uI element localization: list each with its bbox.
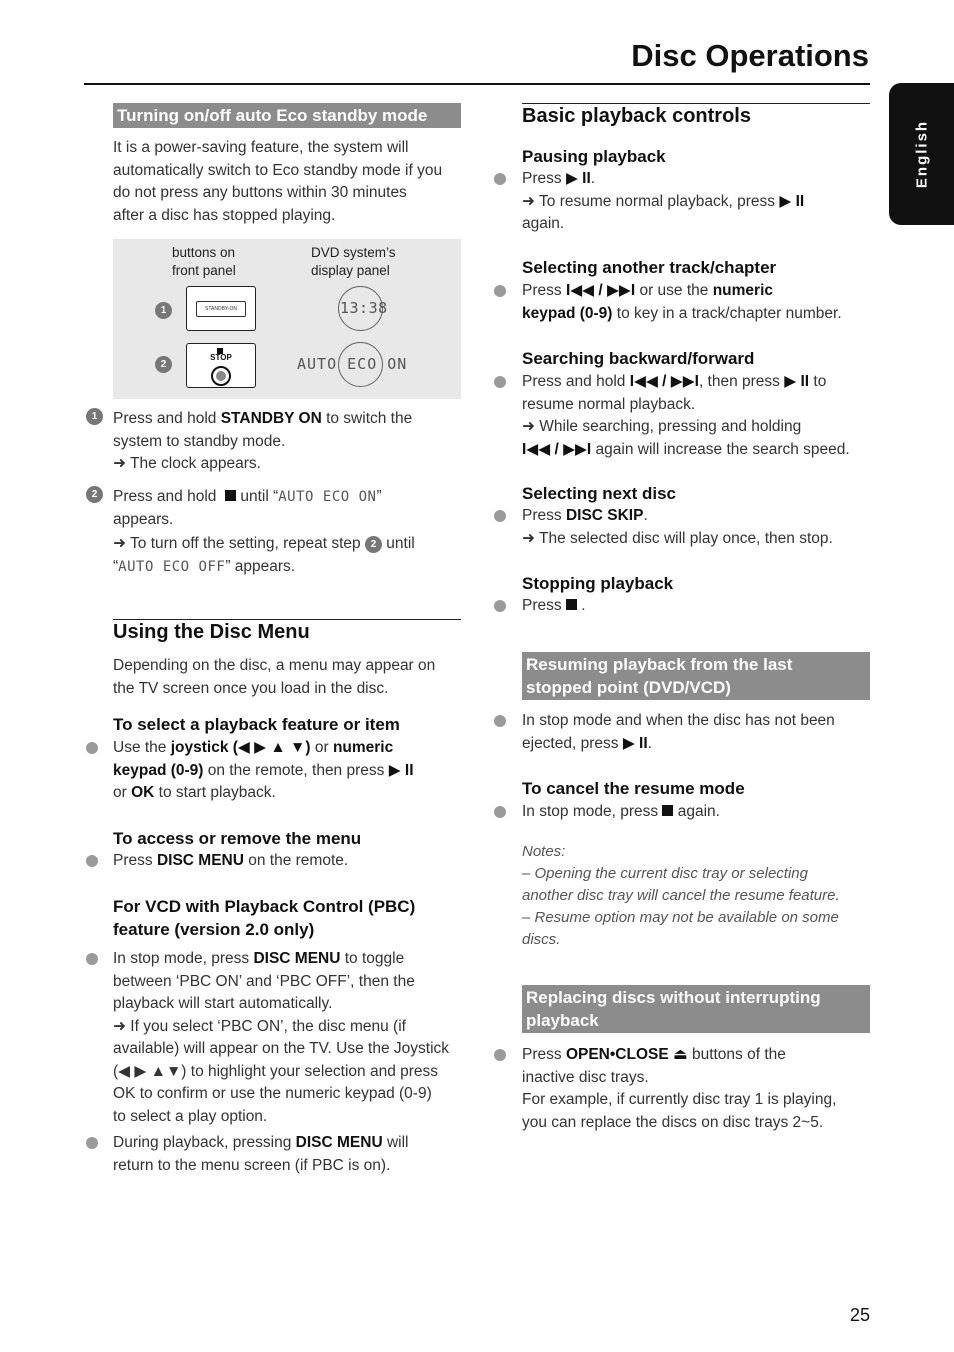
text: During playback, pressing bbox=[113, 1134, 296, 1151]
access-menu-text bbox=[113, 850, 348, 873]
play-pause-icon: ▶ II bbox=[779, 192, 805, 210]
pbc-text-2 bbox=[113, 1132, 408, 1177]
text: between ‘PBC ON’ and ‘PBC OFF’, then the bbox=[113, 972, 415, 990]
text: or use the bbox=[635, 282, 713, 299]
text: . bbox=[643, 507, 648, 524]
text: playback bbox=[526, 1011, 599, 1030]
eco-intro-line: It is a power-saving feature, the system will bbox=[113, 139, 409, 156]
text: “ bbox=[113, 557, 119, 575]
replace-section-heading bbox=[522, 985, 870, 1033]
text: In stop mode, press bbox=[522, 803, 663, 820]
bullet bbox=[494, 600, 506, 612]
disc-menu-label: DISC MENU bbox=[295, 1134, 383, 1151]
numeric-label: numeric bbox=[712, 282, 774, 299]
text: Press and hold bbox=[113, 410, 221, 427]
play-pause-icon: ▶ II bbox=[784, 373, 810, 390]
disc-menu-label: DISC MENU bbox=[156, 852, 244, 869]
text: inactive disc trays. bbox=[522, 1068, 649, 1086]
eco-step-1: Press and hold STANDBY ON to switch the system to standby mode. ➜ The clock appears. bbox=[113, 410, 413, 472]
disc-menu-heading: Using the Disc Menu bbox=[113, 621, 310, 643]
text: For example, if currently disc tray 1 is playing, bbox=[522, 1091, 837, 1108]
text: again will increase the search speed. bbox=[591, 440, 850, 458]
text: ” appears. bbox=[225, 557, 296, 575]
bullet bbox=[86, 855, 98, 867]
search-heading: Searching backward/forward bbox=[522, 349, 755, 368]
auto-eco-display-text: AUTO ECO ON bbox=[297, 355, 408, 373]
text: To resume normal playback, press bbox=[539, 192, 780, 210]
next-disc-text: Press DISC SKIP. ➜ The selected disc will play once, then stop. bbox=[522, 507, 833, 547]
pausing-text: Press ▶ II. ➜ To resume normal playback, press ▶ II again. bbox=[522, 168, 804, 236]
text: on the remote. bbox=[243, 852, 349, 869]
text: appears. bbox=[113, 510, 174, 528]
pausing-heading: Pausing playback bbox=[522, 147, 666, 166]
eco-intro bbox=[113, 137, 442, 227]
text: to start playback. bbox=[154, 784, 276, 801]
diagram-label-display bbox=[311, 244, 396, 280]
stop-button-illustration bbox=[186, 343, 256, 388]
text: Depending on the disc, a menu may appear on bbox=[113, 657, 436, 674]
note-line: – Resume option may not be available on some bbox=[522, 909, 839, 926]
numeric-label: numeric bbox=[332, 739, 394, 756]
standby-on-key: STANDBY-ON bbox=[196, 301, 246, 317]
play-pause-icon: ▶ II bbox=[622, 734, 648, 752]
diagram-label-line: front panel bbox=[172, 263, 236, 278]
text: Press and hold bbox=[522, 373, 630, 390]
disc-menu-intro bbox=[113, 655, 435, 700]
bullet bbox=[494, 806, 506, 818]
text: or bbox=[113, 784, 132, 801]
text: until “ bbox=[236, 488, 279, 505]
diagram-step-2-number: 2 bbox=[155, 356, 172, 373]
text: OK to confirm or use the numeric keypad (0-9) bbox=[113, 1085, 432, 1102]
diagram-label-line: buttons on bbox=[172, 245, 236, 260]
pbc-text-1: In stop mode, press DISC MENU to toggle between ‘PBC ON’ and ‘PBC OFF’, then the playback will start automatically. ➜ If you select ‘PBC ON’, the disc menu (if available) will appear on the TV. Use the Joystick (◀ ▶ ▲▼) to highlight your selection and press OK to confirm or use the numeric keypad (0-9) to select a play option. bbox=[113, 948, 463, 1128]
text: For VCD with Playback Control (PBC) bbox=[113, 897, 416, 916]
step-2-ref-number: 2 bbox=[365, 536, 382, 553]
text: Use the bbox=[113, 739, 171, 756]
stopping-text bbox=[522, 595, 586, 618]
eco-section-heading: Turning on/off auto Eco standby mode bbox=[113, 103, 461, 128]
text: To turn off the setting, repeat step bbox=[130, 535, 365, 552]
text: playback will start automatically. bbox=[113, 995, 333, 1012]
text: to select a play option. bbox=[113, 1107, 268, 1125]
text: on the remote, then press bbox=[203, 761, 389, 779]
bullet bbox=[494, 285, 506, 297]
text: to bbox=[809, 373, 827, 390]
search-text: Press and hold I◀◀ / ▶▶I, then press ▶ II to resume normal playback. ➜ While searching, pressing and holding I◀◀ / ▶▶I again will increase the search speed. bbox=[522, 371, 872, 461]
text: Press bbox=[522, 170, 566, 187]
replace-text bbox=[522, 1044, 836, 1134]
text: In stop mode and when the disc has not been bbox=[522, 712, 835, 729]
bullet bbox=[494, 510, 506, 522]
text: ” bbox=[376, 488, 382, 505]
text: buttons of the bbox=[687, 1046, 786, 1063]
language-tab-label: English bbox=[913, 119, 930, 189]
stop-knob-icon bbox=[211, 366, 231, 386]
select-track-text bbox=[522, 280, 872, 325]
text: feature (version 2.0 only) bbox=[113, 920, 315, 939]
bullet bbox=[86, 742, 98, 754]
clock-display-text: 13:38 bbox=[340, 299, 388, 317]
cancel-resume-heading: To cancel the resume mode bbox=[522, 779, 745, 798]
text: you can replace the discs on disc trays 2~5. bbox=[522, 1113, 824, 1131]
stop-square-icon bbox=[662, 805, 673, 816]
title-rule bbox=[84, 83, 870, 85]
text: Press bbox=[522, 1046, 566, 1063]
note-line: – Opening the current disc tray or selecting bbox=[522, 865, 808, 882]
play-pause-icon: ▶ II bbox=[565, 170, 591, 187]
resume-text bbox=[522, 710, 835, 755]
eco-diagram bbox=[113, 239, 461, 399]
keypad-label: keypad (0-9) bbox=[113, 761, 204, 779]
section-rule bbox=[522, 103, 870, 104]
disc-skip-label: DISC SKIP bbox=[565, 507, 644, 524]
step-1-number: 1 bbox=[86, 408, 103, 425]
step-2-number: 2 bbox=[86, 486, 103, 503]
basic-playback-heading: Basic playback controls bbox=[522, 105, 751, 127]
text: or bbox=[310, 739, 333, 756]
bullet bbox=[86, 953, 98, 965]
text: Press and hold bbox=[113, 488, 217, 505]
disc-menu-label: DISC MENU bbox=[253, 950, 341, 967]
page-title: Disc Operations bbox=[631, 38, 869, 73]
stop-square-icon bbox=[566, 599, 577, 610]
next-disc-heading: Selecting next disc bbox=[522, 484, 676, 503]
text: , then press bbox=[698, 373, 785, 390]
text: resume normal playback. bbox=[522, 395, 696, 413]
bullet bbox=[494, 715, 506, 727]
ok-label: OK bbox=[131, 784, 155, 801]
stop-square-icon bbox=[225, 490, 236, 501]
note-line: discs. bbox=[522, 931, 561, 948]
bullet bbox=[494, 376, 506, 388]
diagram-label-buttons bbox=[172, 244, 236, 280]
text: (◀ ▶ ▲▼) to highlight your selection and press bbox=[113, 1062, 439, 1080]
note-line: another disc tray will cancel the resume feature. bbox=[522, 887, 840, 904]
skip-prev-next-icon: I◀◀ / ▶▶I bbox=[522, 440, 592, 458]
text: to key in a track/chapter number. bbox=[612, 304, 842, 322]
text: the TV screen once you load in the disc. bbox=[113, 679, 389, 697]
auto-eco-off-text: AUTO ECO OFF bbox=[118, 558, 226, 575]
notes-title: Notes: bbox=[522, 843, 566, 860]
eco-intro-line: do not press any buttons within 30 minutes bbox=[113, 184, 407, 201]
standby-on-button-illustration bbox=[186, 286, 256, 331]
diagram-step-1-number: 1 bbox=[155, 302, 172, 319]
joystick-label: joystick (◀ ▶ ▲ ▼) bbox=[170, 739, 311, 756]
text: . bbox=[576, 597, 586, 614]
section-rule bbox=[113, 619, 461, 620]
bullet bbox=[86, 1137, 98, 1149]
text: If you select ‘PBC ON’, the disc menu (if bbox=[130, 1017, 406, 1035]
skip-prev-next-icon: I◀◀ / ▶▶I bbox=[565, 282, 636, 299]
text: Press bbox=[522, 282, 566, 299]
text: . bbox=[590, 170, 596, 187]
text: . bbox=[647, 734, 652, 752]
select-feature-text bbox=[113, 737, 414, 805]
text: While searching, pressing and holding bbox=[539, 418, 802, 435]
text: system to standby mode. bbox=[113, 432, 286, 450]
text: until bbox=[381, 535, 415, 552]
cancel-resume-text bbox=[522, 801, 720, 824]
select-feature-heading: To select a playback feature or item bbox=[113, 715, 400, 734]
resume-section-heading bbox=[522, 652, 870, 700]
text: ejected, press bbox=[522, 734, 623, 752]
eco-step-2: Press and hold until “AUTO ECO ON” appears. ➜ To turn off the setting, repeat step 2 until “AUTO ECO OFF” appears. bbox=[113, 488, 415, 575]
text: The selected disc will play once, then stop. bbox=[539, 529, 833, 547]
skip-prev-next-icon: I◀◀ / ▶▶I bbox=[629, 373, 699, 390]
diagram-label-line: display panel bbox=[311, 263, 390, 278]
text: return to the menu screen (if PBC is on). bbox=[113, 1156, 391, 1174]
text: will bbox=[382, 1134, 409, 1151]
pbc-heading bbox=[113, 895, 415, 941]
text: to switch the bbox=[321, 410, 413, 427]
diagram-label-line: DVD system’s bbox=[311, 245, 396, 260]
text: available) will appear on the TV. Use the Joystick bbox=[113, 1040, 450, 1057]
text: again. bbox=[677, 803, 720, 820]
play-pause-icon: ▶ II bbox=[388, 761, 414, 779]
access-menu-heading: To access or remove the menu bbox=[113, 829, 362, 848]
clock-display-illustration bbox=[338, 286, 388, 331]
standby-on-label: STANDBY ON bbox=[220, 410, 322, 427]
select-track-heading: Selecting another track/chapter bbox=[522, 258, 777, 277]
resume-notes bbox=[522, 841, 840, 951]
stop-key-label: STOP bbox=[210, 353, 232, 362]
open-close-label: OPEN•CLOSE ⏏ bbox=[565, 1046, 688, 1063]
text: to toggle bbox=[340, 950, 405, 967]
text: Press bbox=[522, 597, 566, 614]
stopping-heading: Stopping playback bbox=[522, 574, 674, 593]
text: Press bbox=[113, 852, 157, 869]
eco-intro-line: after a disc has stopped playing. bbox=[113, 206, 336, 224]
text: again. bbox=[522, 215, 565, 232]
language-tab bbox=[889, 83, 954, 225]
bullet bbox=[494, 173, 506, 185]
text: In stop mode, press bbox=[113, 950, 254, 967]
text: stopped point (DVD/VCD) bbox=[526, 678, 731, 697]
text: The clock appears. bbox=[130, 455, 261, 472]
page-number: 25 bbox=[849, 1305, 870, 1325]
eco-intro-line: automatically switch to Eco standby mode if you bbox=[113, 161, 443, 179]
keypad-label: keypad (0-9) bbox=[522, 304, 613, 322]
text: Press bbox=[522, 507, 566, 524]
auto-eco-on-text: AUTO ECO ON bbox=[278, 489, 377, 505]
text: Resuming playback from the last bbox=[526, 655, 793, 674]
text: Replacing discs without interrupting bbox=[526, 988, 821, 1007]
bullet bbox=[494, 1049, 506, 1061]
